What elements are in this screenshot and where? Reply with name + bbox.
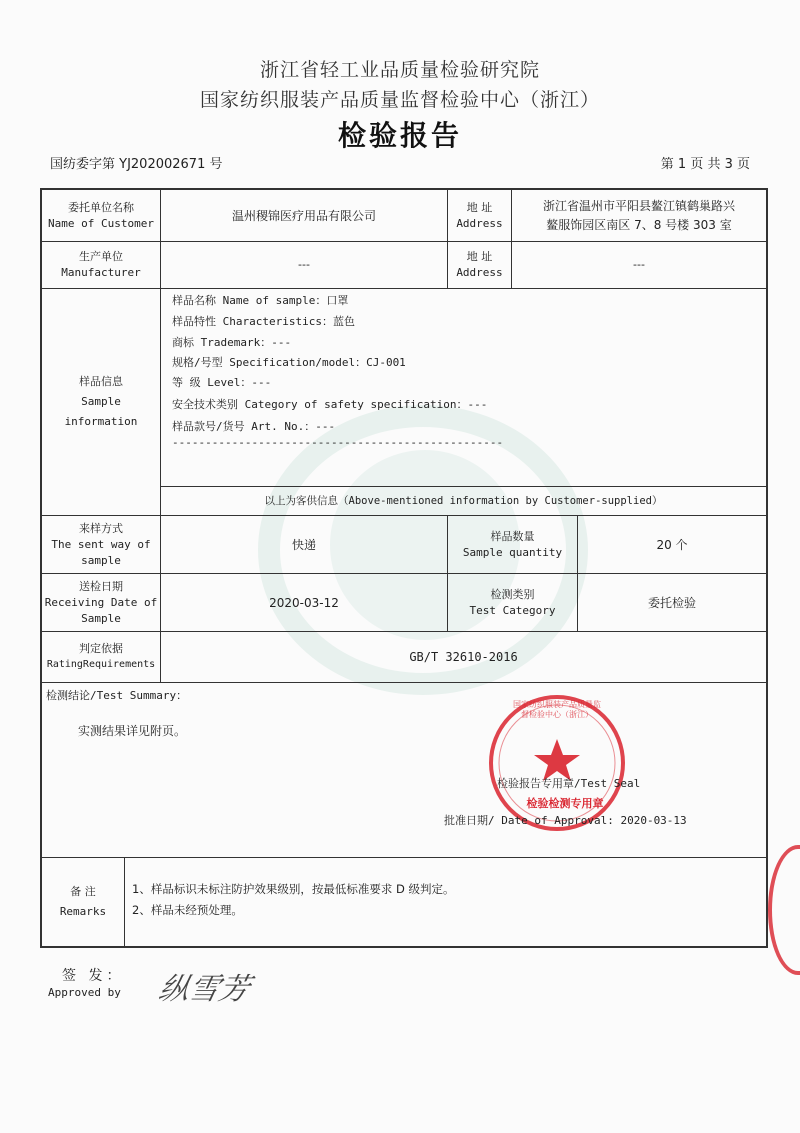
org-name-line2: 国家纺织服装产品质量监督检验中心（浙江） <box>199 89 600 111</box>
manufacturer-address-label-cn: 地 址 <box>466 250 493 263</box>
sample-name-line: 样品名称 Name of sample：口罩 <box>172 294 349 307</box>
manufacturer-value: --- <box>298 258 310 271</box>
sent-way-label-en1: The sent way of <box>51 537 151 551</box>
remarks-label-en: Remarks <box>59 905 107 918</box>
customer-label-en: Name of Customer <box>48 216 154 230</box>
customer-label-cn: 委托单位名称 <box>68 200 134 214</box>
sample-divider-line: -------------------------------------------------- <box>172 436 504 449</box>
customer-address-line1: 浙江省温州市平阳县鳌江镇鹤巢路兴 <box>542 198 735 213</box>
sample-quantity-value: 20 个 <box>656 537 688 552</box>
test-seal-label: 检验报告专用章/Test Seal <box>497 777 641 790</box>
customer-value: 温州稷锦医疗用品有限公司 <box>231 208 376 223</box>
customer-address-label <box>448 190 511 241</box>
customer-address-label-en: Address <box>456 216 503 230</box>
customer-address-value <box>512 190 766 241</box>
manufacturer-label <box>42 242 160 288</box>
receiving-date-label <box>42 574 160 631</box>
sample-level-line: 等 级 Level：--- <box>172 376 272 389</box>
customer-address-label-cn: 地 址 <box>466 200 493 214</box>
receiving-date-label-cn: 送检日期 <box>79 579 123 593</box>
approval-date: 批准日期/ Date of Approval: 2020-03-13 <box>444 814 687 827</box>
sample-trademark-line: 商标 Trademark：--- <box>172 336 292 349</box>
receiving-date-value: 2020-03-12 <box>269 595 339 610</box>
sent-way-label-cn: 来样方式 <box>79 521 123 535</box>
rating-label-cn: 判定依据 <box>79 642 123 655</box>
approved-by-label-en: Approved by <box>48 986 121 999</box>
rating-label <box>42 632 160 682</box>
test-category-label-en: Test Category <box>469 603 556 617</box>
test-category-label-cn: 检测类别 <box>490 587 535 601</box>
remarks-line1: 1、样品标识未标注防护效果级别，按最低标准要求 D 级判定。 <box>132 882 455 896</box>
sample-info-label-en2: information <box>64 415 138 428</box>
manufacturer-address-label <box>448 242 511 288</box>
receiving-date-label-en1: Receiving Date of <box>44 595 158 609</box>
sample-characteristics-line: 样品特性 Characteristics：蓝色 <box>172 315 355 328</box>
test-category-value: 委托检验 <box>647 595 696 610</box>
stamp-ring-text: 国家纺织服装产品质量监督检验中心（浙江） <box>513 700 601 719</box>
manufacturer-label-cn: 生产单位 <box>79 250 123 263</box>
remarks-line2: 2、样品未经预处理。 <box>132 903 243 917</box>
sample-quantity-label-en: Sample quantity <box>462 545 563 559</box>
summary-label: 检测结论/Test Summary： <box>46 689 188 702</box>
sample-quantity-label-cn: 样品数量 <box>490 529 535 543</box>
customer-label <box>42 190 160 241</box>
test-category-label <box>448 574 577 631</box>
stamp-sub-text: 检验检测专用章 <box>526 797 604 810</box>
manufacturer-address-label-en: Address <box>456 266 503 279</box>
rating-label-en: RatingRequirements <box>46 659 156 670</box>
approver-signature: 纵雪芳 <box>155 972 253 1007</box>
customer-supplied-note: 以上为客供信息（Above-mentioned information by Customer-supplied） <box>264 495 663 507</box>
customer-address-line2: 鳌服饰园区南区 7、8 号楼 303 室 <box>546 217 732 232</box>
summary-text: 实测结果详见附页。 <box>78 724 187 738</box>
sent-way-label <box>42 516 160 573</box>
approved-by-label-cn: 签 发： <box>62 968 125 984</box>
rating-value: GB/T 32610-2016 <box>409 650 518 664</box>
sent-way-label-en2: sample <box>81 553 121 567</box>
sample-info-label-cn: 样品信息 <box>79 375 123 388</box>
sample-info-label-en1: Sample <box>81 395 121 408</box>
page-info: 第 1 页 共 3 页 <box>660 157 750 172</box>
sample-safety-category-line: 安全技术类别 Category of safety specification：--- <box>172 398 488 411</box>
sent-way-value: 快递 <box>291 537 316 552</box>
report-number: 国纺委字第 YJ202002671 号 <box>50 157 223 172</box>
sample-quantity-label <box>448 516 577 573</box>
remarks-label <box>42 858 124 946</box>
sample-art-no-line: 样品款号/货号 Art. No.：--- <box>172 420 336 433</box>
remarks-label-cn: 备 注 <box>70 885 96 898</box>
sample-info-label <box>42 289 160 515</box>
edge-stamp <box>768 845 800 975</box>
manufacturer-label-en: Manufacturer <box>61 266 141 279</box>
sample-spec-line: 规格/号型 Specification/model：CJ-001 <box>172 356 406 369</box>
report-title: 检验报告 <box>337 119 462 152</box>
org-name-line1: 浙江省轻工业品质量检验研究院 <box>259 59 540 81</box>
manufacturer-address-value: --- <box>633 258 645 271</box>
receiving-date-label-en2: Sample <box>81 611 121 625</box>
